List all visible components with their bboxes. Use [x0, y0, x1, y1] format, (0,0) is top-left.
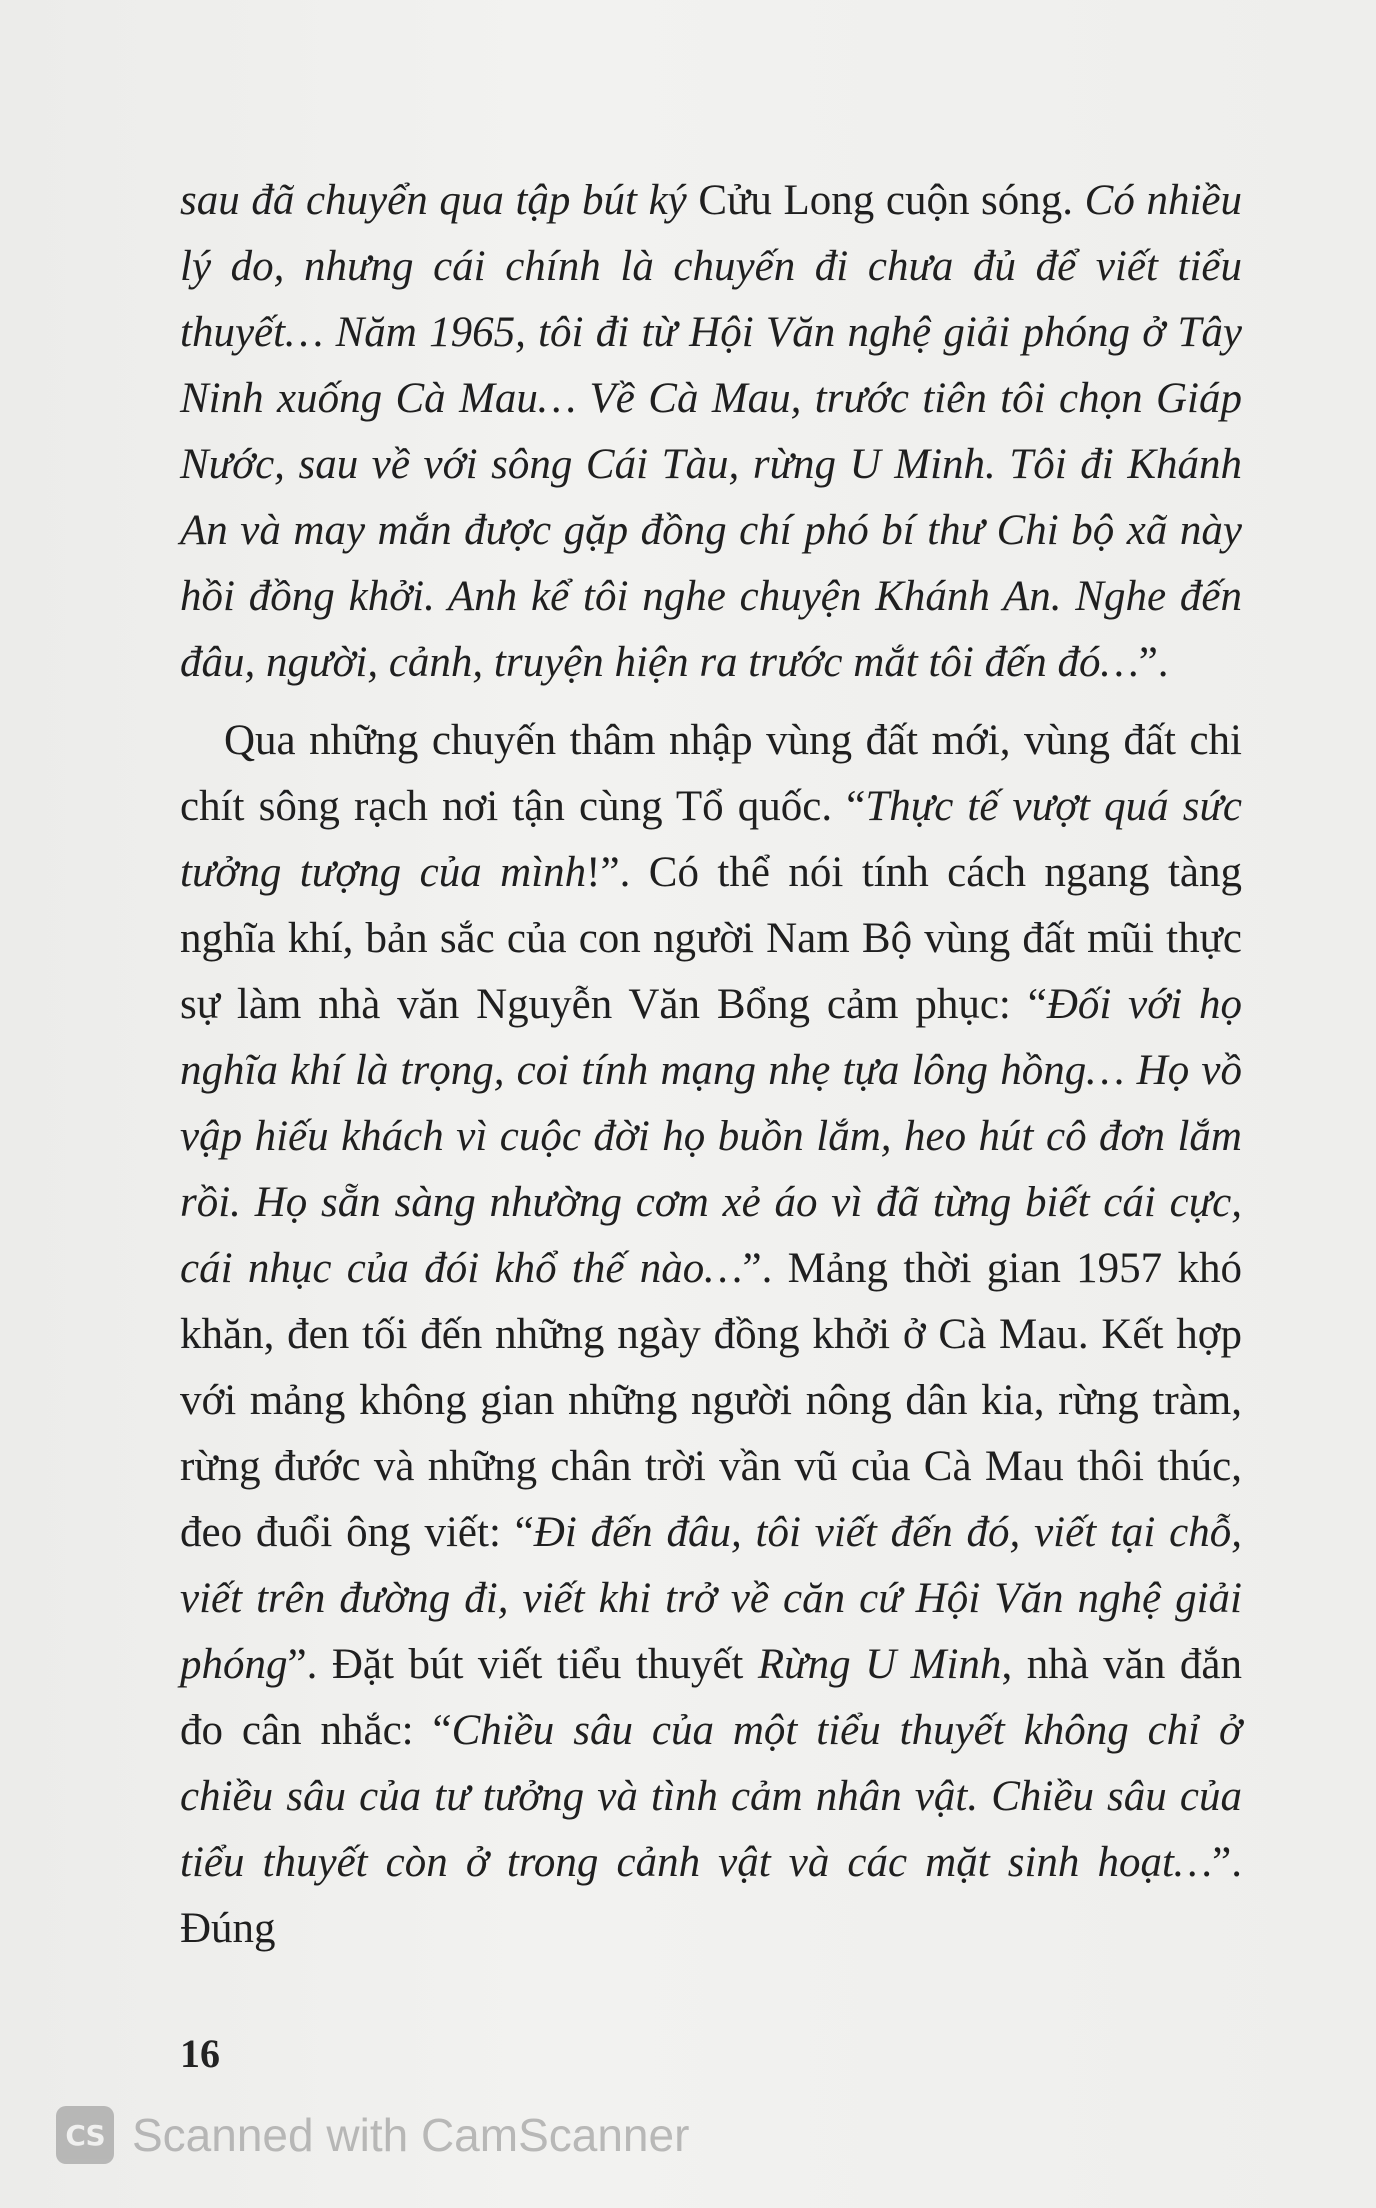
para1-seg: ”.	[1138, 639, 1169, 686]
para2-seg: , nhà văn đắn đo cân nhắc: “	[180, 1641, 1242, 1754]
camscanner-logo-icon: CS	[56, 2106, 114, 2164]
camscanner-watermark	[56, 2104, 689, 2166]
page-number: 16	[180, 2031, 220, 2076]
para2-seg: ”. Đúng	[180, 1839, 1242, 1952]
para2-seg: ”. Đặt bút viết tiểu thuyết	[287, 1641, 758, 1688]
para2-seg: Đi đến đâu, tôi viết đến đó, viết tại chỗ, viết trên đường đi, viết khi trở về căn cứ Hội Văn nghệ giải phóng	[180, 1509, 1242, 1688]
para2-seg: Đối với họ nghĩa khí là trọng, coi tính mạng nhẹ tựa lông hồng… Họ vồ vập hiếu khách vì cuộc đời họ buồn lắm, heo hút cô đơn lắm rồi. Họ sẵn sàng nhường cơm xẻ áo vì đã từng biết cái cực, cái nhục của đói khổ thế nào…	[180, 981, 1243, 1292]
paragraph-2	[180, 708, 1242, 1962]
para2-seg: !”. Có thể nói tính cách ngang tàng nghĩa khí, bản sắc của con người Nam Bộ vùng đất mũi thực sự làm nhà văn Nguyễn Văn Bổng cảm phục: “	[180, 849, 1242, 1028]
para2-seg: Chiều sâu của một tiểu thuyết không chỉ ở chiều sâu của tư tưởng và tình cảm nhân vật. Chiều sâu của tiểu thuyết còn ở trong cảnh vật và các mặt sinh hoạt…	[180, 1707, 1242, 1886]
para2-seg: Rừng U Minh	[757, 1641, 1002, 1688]
paragraph-1	[180, 168, 1242, 696]
para1-seg: Cửu Long cuộn sóng.	[698, 177, 1085, 224]
watermark-text: Scanned with CamScanner	[132, 2109, 690, 2161]
para2-seg: Qua những chuyến thâm nhập vùng đất mới, vùng đất chi chít sông rạch nơi tận cùng Tổ quốc. “	[180, 717, 1242, 830]
para1-seg: Có nhiều lý do, nhưng cái chính là chuyến đi chưa đủ để viết tiểu thuyết… Năm 1965, tôi đi từ Hội Văn nghệ giải phóng ở Tây Ninh xuống Cà Mau… Về Cà Mau, trước tiên tôi chọn Giáp Nước, sau về với sông Cái Tàu, rừng U Minh. Tôi đi Khánh An và may mắn được gặp đồng chí phó bí thư Chi bộ xã này hồi đồng khởi. Anh kể tôi nghe chuyện Khánh An. Nghe đến đâu, người, cảnh, truyện hiện ra trước mắt tôi đến đó…	[180, 177, 1243, 686]
para2-seg: ”. Mảng thời gian 1957 khó khăn, đen tối đến những ngày đồng khởi ở Cà Mau. Kết hợp với mảng không gian những người nông dân kia, rừng tràm, rừng đước và những chân trời vần vũ của Cà Mau thôi thúc, đeo đuổi ông viết: “	[180, 1245, 1242, 1556]
para2-seg: Thực tế vượt quá sức tưởng tượng của mình	[180, 783, 1242, 896]
para1-seg: sau đã chuyển qua tập bút ký	[180, 177, 699, 224]
body-text	[180, 168, 1242, 1962]
